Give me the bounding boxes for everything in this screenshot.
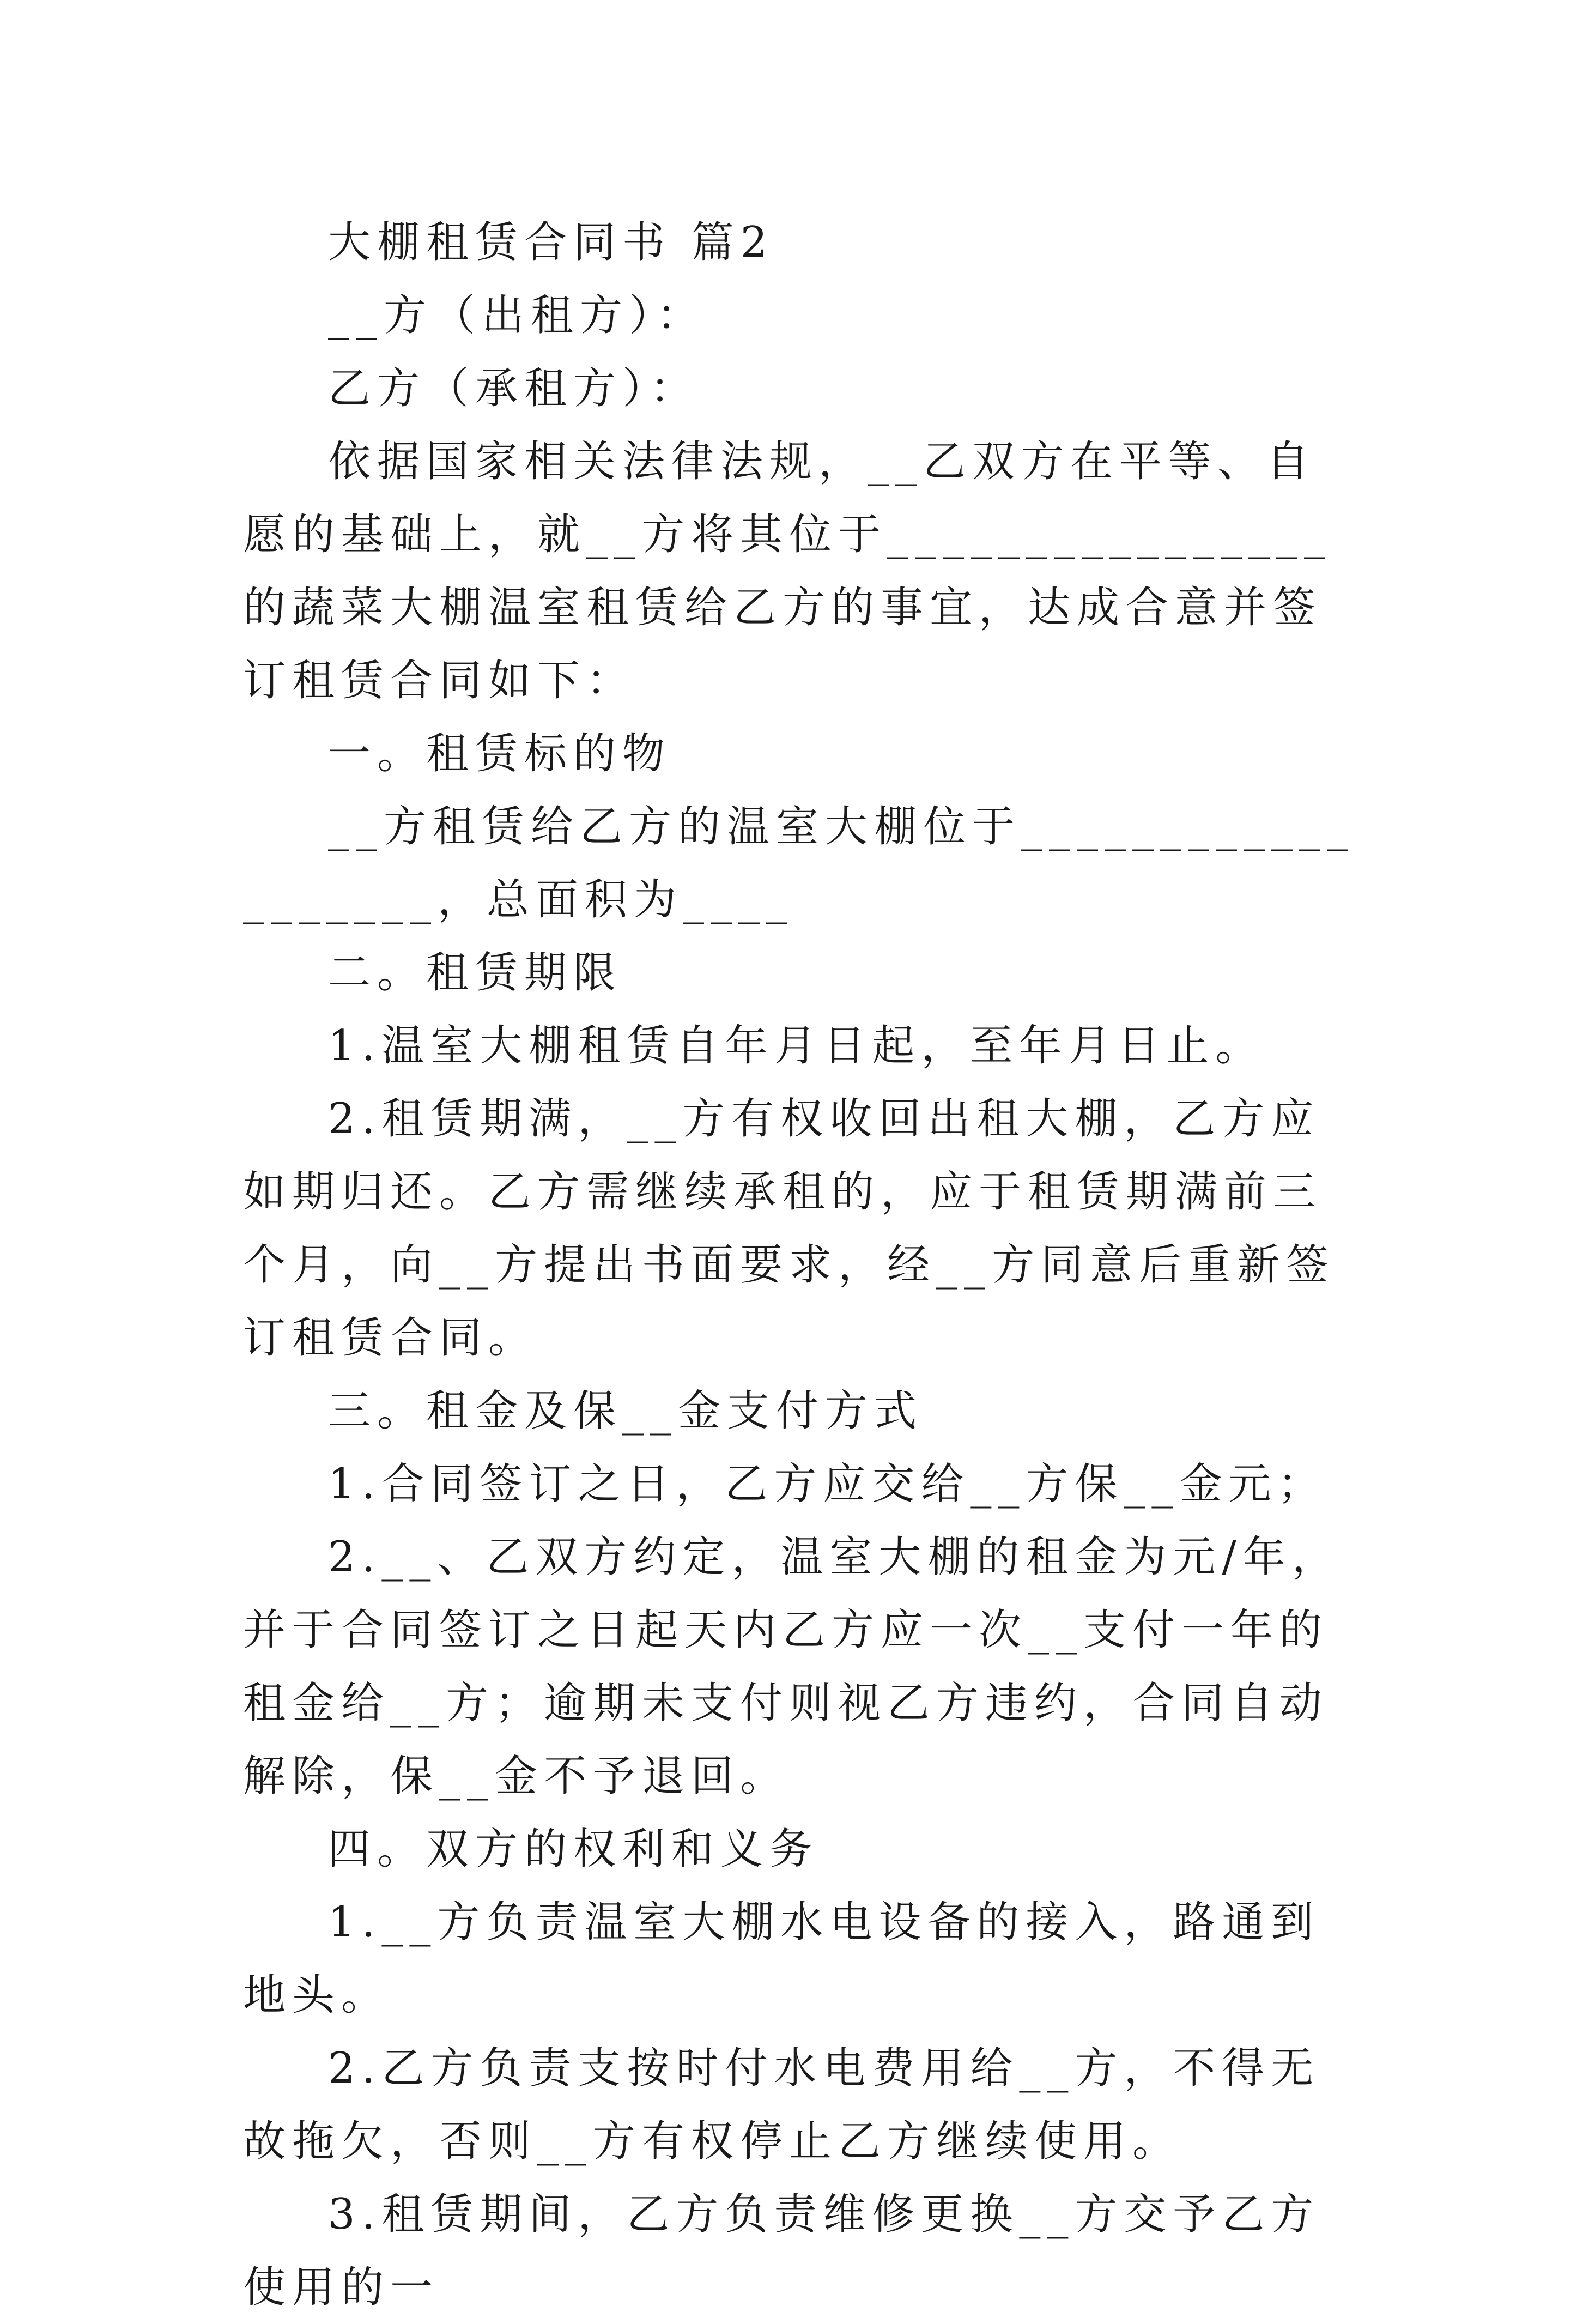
section-1-paragraph: __方租赁给乙方的温室大棚位于___________________，总面积为____ [243,802,1355,924]
party-b-line: 乙方（承租方）： [328,364,700,413]
section-2-item-1: 1.温室大棚租赁自年月日起，至年月日止。 [328,1021,1265,1070]
section-4-item-3: 3.租赁期间，乙方负责维修更换__方交予乙方使用的一 [243,2190,1320,2312]
section-3-item-1: 1.合同签订之日，乙方应交给__方保__金元； [328,1460,1327,1509]
section-heading-3: 三。租金及保__金支付方式 [328,1387,924,1436]
section-heading-2: 二。租赁期限 [328,948,623,997]
section-heading-1: 一。租赁标的物 [328,729,672,778]
section-3-item-2: 2.__、乙双方约定，温室大棚的租金为元/年，并于合同签订之日起天内乙方应一次__支付一年的租金给__方；逾期未支付则视乙方违约，合同自动解除，保__金不予退回。 [243,1533,1341,1801]
section-2-item-2: 2.租赁期满，__方有权收回出租大棚，乙方应如期归还。乙方需继续承租的，应于租赁期满前三个月，向__方提出书面要求，经__方同意后重新签订租赁合同。 [243,1094,1336,1363]
preamble-paragraph: 依据国家相关法律法规，__乙双方在平等、自愿的基础上，就__方将其位于________________的蔬菜大棚温室租赁给乙方的事宜，达成合意并签订租赁合同如下： [243,437,1332,705]
section-4-item-1: 1.__方负责温室大棚水电设备的接入，路通到地头。 [243,1898,1320,2020]
document-title: 大棚租赁合同书 篇2 [328,218,774,267]
document-body [243,206,1360,2324]
section-4-item-2: 2.乙方负责支按时付水电费用给__方，不得无故拖欠，否则__方有权停止乙方继续使用。 [243,2044,1320,2166]
section-heading-4: 四。双方的权利和义务 [328,1825,819,1874]
party-a-line: __方（出租方）： [328,291,706,340]
